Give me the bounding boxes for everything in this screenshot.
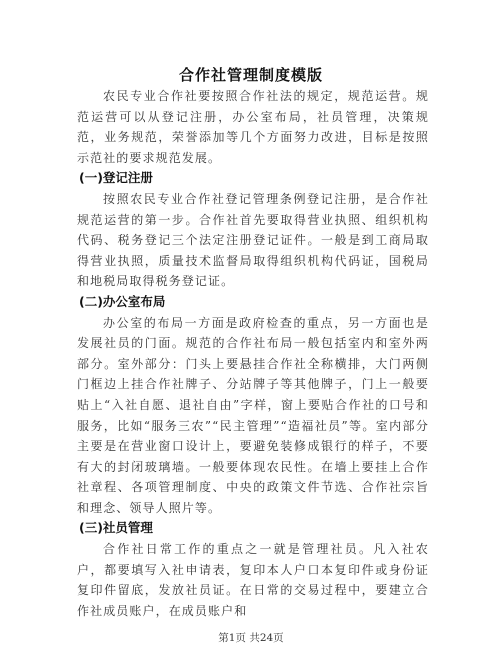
section-body-member-management: 合作社日常工作的重点之一就是管理社员。凡入社农户，都要填写入社申请表，复印本人户口本复印件或身份证复印件留底，发放社员证。在日常的交易过程中，要建立合作社成员账户，在成员账户和: [77, 542, 429, 618]
section-heading-registration: (一)登记注册: [79, 170, 153, 186]
page-number-footer: 第1页 共24页: [218, 632, 284, 644]
section-heading-office-layout: (二)办公室布局: [79, 293, 166, 309]
document-body: [77, 86, 429, 621]
document-title: 合作社管理制度模版: [178, 66, 323, 84]
intro-paragraph: 农民专业合作社要按照合作社法的规定，规范运营。规范运营可以从登记注册，办公室布局，社员管理，决策规范，业务规范，荣誉添加等几个方面努力改进，目标是按照示范社的要求规范发展。: [77, 89, 429, 165]
section-heading-member-management: (三)社员管理: [79, 520, 153, 536]
section-body-office-layout: 办公室的布局一方面是政府检查的重点，另一方面也是发展社员的门面。规范的合作社布局一般包括室内和室外两部分。室外部分：门头上要悬挂合作社全称横排，大门两侧门框边上挂合作社牌子、分站牌子等其他牌子，门上一般要贴上“入社自愿、退社自由”字样，窗上要贴合作社的口号和服务，比如“服务三农”“民主管理”“造福社员”等。室内部分主要是在营业窗口设计上，要避免装修成银行的样子，不要有大的封闭玻璃墙。一般要体现农民性。在墙上要挂上合作社章程、各项管理制度、中央的政策文件节选、合作社宗旨和理念、领导人照片等。: [77, 315, 429, 515]
section-body-registration: 按照农民专业合作社登记管理条例登记注册，是合作社规范运营的第一步。合作社首先要取得营业执照、组织机构代码、税务登记三个法定注册登记证件。一般是到工商局取得营业执照，质量技术监督局取得组织机构代码证，国税局和地税局取得税务登记证。: [77, 191, 429, 289]
